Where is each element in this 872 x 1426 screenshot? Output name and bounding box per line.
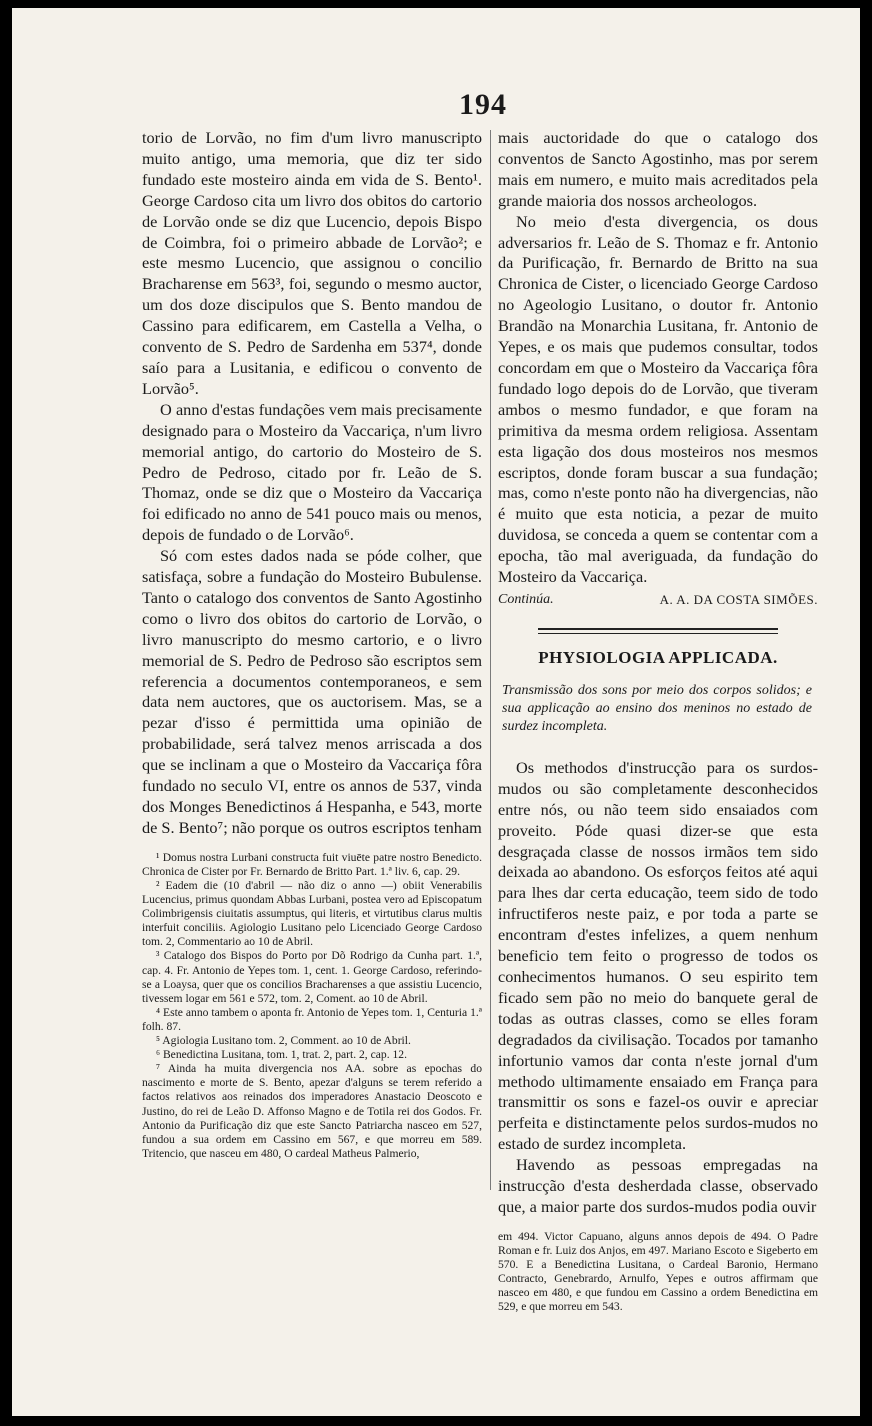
left-paragraph-3: Só com estes dados nada se póde colher, que satisfaça, sobre a fundação do Mosteiro Bubulense. Tanto o catalogo dos conventos de Santo Agostinho como o livro dos obitos do cartorio de Lorvão, o livro manuscripto do mesmo cartorio, e o livro memorial de S. Pedro de Pedroso são escriptos sem referencia a documentos contemporaneos, e sem data nem auctores, que os auctorisem. Mas, se a pezar d'isso é permittida uma opinião de probabilidade, será talvez menos arriscada a dos que se inclinam a que o Mosteiro da Vaccariça fôra fundado no seculo VI, entre os annos de 537, vinda dos Monges Benedictinos á Hespanha, e 543, morte de S. Bento⁷; não porque os outros escriptos tenham [142,546,482,837]
footnote-7: ⁷ Ainda ha muita divergencia nos AA. sobre as epochas do nascimento e morte de S. Bento, apezar d'alguns se terem referido a factos relativos aos reinados dos imperadores Anastacio Deoscoto e Justino, do rei de Leão D. Affonso Magno e de Totila rei dos Godos. Fr. Antonio da Purificação diz que este Sancto Patriarcha nasceo em 527, fundou a sua ordem em Cassino em 567, e que morreu em 589. Tritencio, que nasceu em 480, O cardeal Matheus Palmerio, [142,1062,482,1160]
section-subtitle: Transmissão dos sons por meio dos corpos solidos; e sua applicação ao ensino dos meninos no estado de surdez incompleta. [502,682,812,734]
section-title: PHYSIOLOGIA APPLICADA. [538,647,778,667]
section-paragraph-2: Havendo as pessoas empregadas na instrucção d'esta desherdada classe, observado que, a maior parte dos surdos-mudos podia ouvir [498,1155,818,1216]
footnote-continuation: em 494. Victor Capuano, alguns annos depois de 494. O Padre Roman e fr. Luiz dos Anjos, em 497. Mariano Escoto e Sigeberto em 570. E a Benedictina Lusitana, o Cardeal Baronio, Hermano Contracto, Genebrardo, Arnulfo, Yepes e outros affirmam que nasceo em 480, e que fundou em Cassino a ordem Benedictina em 529, e que morreu em 543. [498,1229,818,1314]
page [12,8,860,1416]
signature-line [498,590,818,610]
section-paragraph-1: Os methodos d'instrucção para os surdos-mudos ou são completamente desconhecidos entre nós, ou não teem sido ensaiados com proveito. Póde quasi dizer-se que esta desgraçada classe de nossos irmãos tem sido deixada ao abandono. Os esforços feitos até aqui para lhes dar certa educação, teem sido de todo infructiferos neste paiz, e por toda a parte se encontram d'estes infelizes, a quem nenhum beneficio tem feito o progresso de todos os conhecimentos humanos. O seu espirito tem ficado sem pão no meio do banquete geral de todas as outras classes, como se elles foram degradados da civilisação. Tocados por tamanho infortunio vamos dar conta n'este jornal d'um methodo ultimamente ensaiado em França para transmittir os sons e fazel-os ouvir e apreciar perfeita e distinctamente pelos surdos-mudos no estado de surdez incompleta. [498,757,818,1154]
right-paragraph-1: mais auctoridade do que o catalogo dos conventos de Sancto Agostinho, mas por serem mais em numero, e muito mais acreditados pela grande maioria dos nossos archeologos. [498,128,818,210]
footnote-4: ⁴ Este anno tambem o aponta fr. Antonio de Yepes tom. 1, Centuria 1.ª folh. 87. [142,1005,482,1033]
footnote-continuation-block [498,1230,818,1315]
right-column [498,128,818,1314]
section-separator [538,628,778,634]
footnote-5: ⁵ Agiologia Lusitano tom. 2, Comment. ao 10 de Abril. [156,1034,411,1048]
left-column [142,128,482,1161]
page-number: 194 [459,88,507,121]
column-divider [490,130,491,1190]
left-paragraph-2: O anno d'estas fundações vem mais precisamente designado para o Mosteiro da Vaccariça, n'um livro memorial antigo, do cartorio do Mosteiro de S. Pedro de Pedroso, citado por fr. Leão de S. Thomaz, onde se diz que o Mosteiro da Vaccariça foi edificado no anno de 541 pouco mais ou menos, depois de fundado o de Lorvão⁶. [142,399,482,545]
footnote-1: ¹ Domus nostra Lurbani constructa fuit viuēte patre nostro Benedicto. Chronica de Cister por Fr. Bernardo de Britto Part. 1.ª liv. 6, cap. 29. [142,850,482,878]
continua-label: Continúa. [498,591,554,607]
footnote-6: ⁶ Benedictina Lusitana, tom. 1, trat. 2, part. 2, cap. 12. [156,1048,407,1062]
author-name: A. A. DA COSTA SIMÕES. [659,591,818,607]
left-paragraph-1: torio de Lorvão, no fim d'um livro manuscripto muito antigo, uma memoria, que diz ter sido fundado este mosteiro ainda em vida de S. Bento¹. George Cardoso cita um livro dos obitos do cartorio de Lorvão onde se diz que Lucencio, depois Bispo de Coimbra, foi o primeiro abbade de Lorvão²; e este mesmo Lucencio, que assignou o concilio Bracharense em 563³, foi, segundo o mesmo auctor, um dos doze discipulos que S. Bento mandou de Cassino para edificarem, em Castella a Velha, o convento de S. Pedro de Sardenha em 537⁴, donde saío para a Lusitania, e edificou o convento de Lorvão⁵. [142,128,482,398]
footnotes [142,851,482,1161]
footnote-2: ² Eadem die (10 d'abril — não diz o anno —) obiit Venerabilis Lucencius, primus quondam Abbas Lurbani, postea vero ad Episcopatum Colimbrigensis ciuitatis assumptus, qui literis, et virtutibus clarus multis interfuit conciliis. Agiologio Lusitano pelo Licenciado George Cardoso tom. 2, Commentario ao 10 de Abril. [142,879,482,949]
right-paragraph-2: No meio d'esta divergencia, os dous adversarios fr. Leão de S. Thomaz e fr. Antonio da Purificação, fr. Bernardo de Britto na sua Chronica de Cister, o licenciado George Cardoso no Ageologio Lusitano, o doutor fr. Antonio Brandão na Monarchia Lusitana, fr. Antonio de Yepes, e os mais que pudemos consultar, todos concordam em que o Mosteiro da Vaccariça fôra fundado logo depois do de Lorvão, que tiveram ambos o mesmo fundador, e que foram na primitiva da mesma ordem religiosa. Assentam esta ligação dos dous mosteiros nos mesmos escriptos, donde foram buscar a sua fundação; mas, como n'este ponto não ha divergencias, não é muito que esta noticia, a pezar de muito duvidosa, se conceda a quem se contentar com a epocha, tão mal averiguada, da fundação do Mosteiro da Vaccariça. [498,211,818,587]
footnote-3: ³ Catalogo dos Bispos do Porto por Dõ Rodrigo da Cunha part. 1.ª, cap. 4. Fr. Antonio de Yepes tom. 1, cent. 1. George Cardoso, referindo-se a Loaysa, quer que os concilios Bracharenses a que assistiu Lucencio, tivessem logar em 561 e 572, tom. 2, Coment. ao 10 de Abril. [142,949,482,1005]
